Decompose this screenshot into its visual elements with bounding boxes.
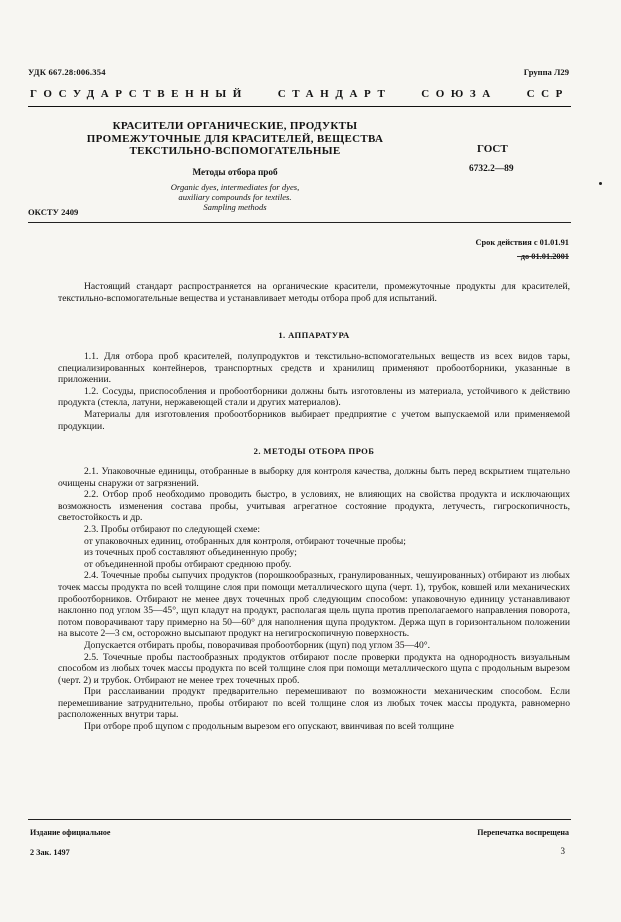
para-1-3: Материалы для изготовления пробоотборников выбирает предприятие с учетом выпускаемой или применяемой продукции. [58,408,570,432]
para-2-4: 2.4. Точечные пробы сыпучих продуктов (порошкообразных, гранулированных, чешуированных) отбирают из любых точек массы продукта по всей толщине слоя при помощи металлического щупа (черт. 1), трубок, ковшей или механических пробоотборников. Отбирают не менее двух точечных проб следующим способом: упаковочную единицу устанавливают наклонно под углом 35—45°, щуп кладут на продукт, располагая щель щупа против преполагаемого направления поворота, потом поворачивают тару примерно на 50—60° для наполнения щупа продуктом. Держа щуп в горизонтальном положении на высоте 2—3 см, осторожно высыпают продукт на негигроскопичную поверхность. [58,570,570,640]
banner-word-4: ССР [526,88,569,100]
para-1-1: 1.1. Для отбора проб красителей, полупродуктов и текстильно-вспомогательных веществ из всех видов тары, специализированных контейнеров, транспортных средств и хранилищ применяют пробоотборники, указанные в приложении. [58,351,570,386]
title-line-2: ПРОМЕЖУТОЧНЫЕ ДЛЯ КРАСИТЕЛЕЙ, ВЕЩЕСТВА [86,132,384,145]
validity-period [475,236,569,264]
page-number: 3 [560,846,565,856]
intro-paragraph [58,281,570,304]
banner-word-2: СТАНДАРТ [277,88,392,100]
para-2-4-note: Допускается отбирать пробы, поворачивая пробоотборник (щуп) под углом 35—40°. [84,639,430,651]
section-2-heading: 2. МЕТОДЫ ОТБОРА ПРОБ [253,446,375,456]
title-line-3: ТЕКСТИЛЬНО-ВСПОМОГАТЕЛЬНЫЕ [129,145,341,157]
title-rule [28,222,571,223]
para-2-3c: от объединенной пробы отбирают среднюю пробу. [84,558,292,570]
validity-rule [517,256,569,257]
banner-word-1: ГОСУДАРСТВЕННЫЙ [30,88,248,100]
para-1-2: 1.2. Сосуды, приспособления и пробоотборники должны быть изготовлены из материала, устойчивого к действию продукта (стекла, латуни, нержавеющей стали и других материалов). [58,385,570,409]
title-block [60,120,410,212]
udk-code: УДК 667.28:006.354 [28,67,106,77]
state-standard-banner [30,88,569,100]
gost-number: 6732.2—89 [469,164,514,174]
para-2-3a: от упаковочных единиц, отобранных для контроля, отбирают точечные пробы; [84,535,406,547]
para-2-3: 2.3. Пробы отбирают по следующей схеме: [84,523,261,535]
para-2-5-probe: При отборе проб щупом с продольным вырезом его опускают, ввинчивая по всей толщине [84,721,454,733]
english-title-line-2: auxiliary compounds for textiles. [178,191,292,202]
para-2-5-mixing: При расслаивании продукт предварительно перемешивают по возможности механическим способом. Если перемешивание затруднительно, пробы отбирают по всей толщине слоя из любых точек массы продукта, равномерно расположенных внутри тары. [58,686,570,721]
margin-mark [599,182,602,185]
footer-rule [28,819,571,820]
official-edition: Издание официальное [30,828,111,837]
gost-label: ГОСТ [477,143,508,155]
okstu-code: ОКСТУ 2409 [28,207,79,217]
section-1-body [58,351,570,432]
english-title [60,182,410,212]
para-2-1: 2.1. Упаковочные единицы, отобранные в выборку для контроля качества, должны быть перед вскрытием тщательно очищены снаружи от загрязнений. [58,466,570,489]
validity-start: Срок действия с 01.01.91 [475,238,569,247]
title-line-1: КРАСИТЕЛИ ОРГАНИЧЕСКИЕ, ПРОДУКТЫ [112,120,358,132]
section-1-heading: 1. АППАРАТУРА [278,330,350,340]
header-rule [28,106,571,107]
reprint-forbidden: Перепечатка воспрещена [477,828,569,837]
section-2-body [58,466,570,733]
english-title-line-3: Sampling methods [203,201,267,212]
group-code: Группа Л29 [523,67,569,77]
para-2-3b: из точечных проб составляют объединенную пробу; [84,547,297,559]
banner-word-3: СОЮЗА [421,88,497,100]
order-number: 2 Зак. 1497 [30,848,70,857]
validity-end: до 01.01.2001 [520,252,569,261]
intro-text: Настоящий стандарт распространяется на органические красители, промежуточные продукты для красителей, текстильно-вспомогательные вещества и устанавливает методы отбора проб для испытаний. [58,281,570,304]
para-2-5: 2.5. Точечные пробы пастообразных продуктов отбирают после проверки продукта на однородность визуальным способом из любых точек массы продукта по всей толщине слоя при помощи металлического щупа с продольным вырезом (черт. 2) и трубок. Отбирают не менее трех точечных проб. [58,651,570,686]
methods-subtitle: Методы отбора проб [192,166,278,177]
english-title-line-1: Organic dyes, intermediates for dyes, [170,181,300,192]
para-2-2: 2.2. Отбор проб необходимо проводить быстро, в условиях, не влияющих на свойства продукта и исключающих возможность изменения состава пробы, учитывая агрегатное состояние продукта, летучесть, гигроскопичность, светостойкость и др. [58,489,570,524]
